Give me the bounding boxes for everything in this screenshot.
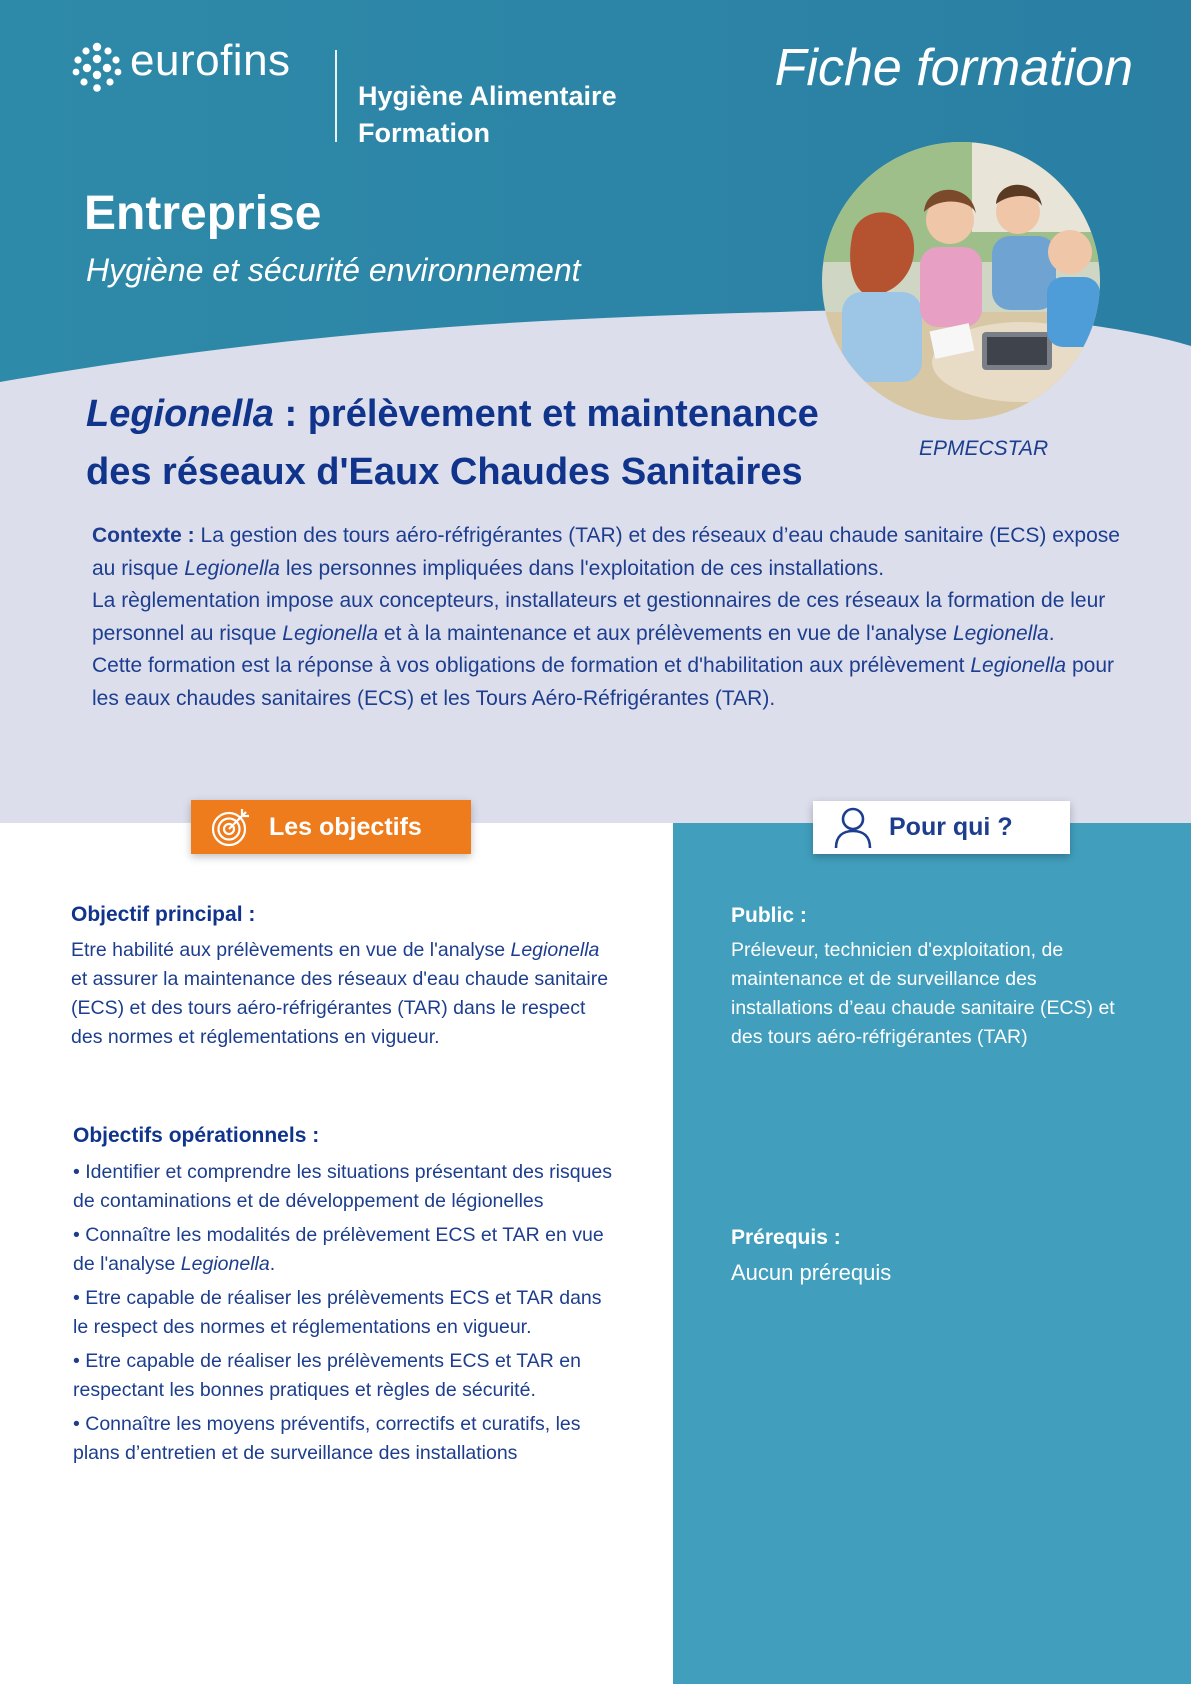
category-title: Entreprise bbox=[84, 187, 322, 240]
prerequisites-text: Aucun prérequis bbox=[731, 1260, 892, 1285]
target-icon bbox=[209, 805, 253, 849]
prerequisites-heading: Prérequis : bbox=[731, 1226, 841, 1249]
context-text: Cette formation est la réponse à vos obligations de formation et d'habilitation aux prélèvement bbox=[92, 654, 971, 677]
context-text: et à la maintenance et aux prélèvements en vue de l'analyse bbox=[378, 621, 953, 645]
header-divider bbox=[335, 50, 337, 142]
context-italic: Legionella bbox=[970, 654, 1067, 677]
team-photo bbox=[822, 142, 1100, 420]
list-item-part: . bbox=[269, 1253, 276, 1275]
course-title-italic: Legionella bbox=[86, 393, 274, 435]
context-italic: Legionella bbox=[282, 621, 379, 645]
context-paragraph-3 bbox=[92, 650, 1132, 715]
context-text: . bbox=[1048, 621, 1055, 645]
audience-label: Pour qui ? bbox=[889, 813, 1013, 841]
list-item-italic: Legionella bbox=[180, 1253, 270, 1275]
context-paragraph-1 bbox=[92, 520, 1132, 585]
context-paragraph-2 bbox=[92, 585, 1132, 650]
main-objective-text bbox=[71, 936, 616, 1052]
list-item: • Identifier et comprendre les situations présentant des risques de contaminations et de développement de légionelles bbox=[73, 1161, 613, 1212]
public-heading: Public : bbox=[731, 904, 807, 927]
course-code: EPMECSTAR bbox=[919, 437, 1049, 460]
category-subtitle: Hygiène et sécurité environnement bbox=[86, 252, 581, 288]
audience-section-label bbox=[813, 801, 1070, 854]
context-block bbox=[92, 520, 1132, 715]
person-icon bbox=[833, 806, 873, 850]
operational-objectives-heading: Objectifs opérationnels : bbox=[73, 1124, 320, 1147]
list-item: • Etre capable de réaliser les prélèvements ECS et TAR en respectant les bonnes pratiques et règles de sécurité. bbox=[73, 1350, 581, 1401]
course-title bbox=[86, 385, 866, 501]
main-objective-heading: Objectif principal : bbox=[71, 903, 256, 926]
eurofins-dots-icon bbox=[72, 42, 122, 92]
list-item: • Etre capable de réaliser les prélèvements ECS et TAR dans le respect des normes et réglementations en vigueur. bbox=[73, 1287, 602, 1338]
list-item bbox=[73, 1221, 618, 1279]
public-text: Préleveur, technicien d'exploitation, de maintenance et de surveillance des installations d’eau chaude sanitaire (ECS) et des tours aéro-réfrigérantes (TAR) bbox=[731, 939, 1115, 1048]
list-item: • Connaître les moyens préventifs, correctifs et curatifs, les plans d’entretien et de surveillance des installations bbox=[73, 1413, 581, 1464]
document-type: Fiche formation bbox=[774, 39, 1133, 97]
subbrand-line2: Formation bbox=[358, 118, 490, 148]
context-label: Contexte : bbox=[92, 524, 195, 547]
context-text: pour les eaux chaudes sanitaires (ECS) et les Tours Aéro-Réfrigérantes (TAR). bbox=[92, 654, 1114, 710]
eurofins-logo bbox=[72, 36, 322, 94]
main-objective-part: et assurer la maintenance des réseaux d'eau chaude sanitaire (ECS) et des tours aéro-réfrigérantes (TAR) dans le respect des normes et réglementations en vigueur. bbox=[71, 968, 609, 1048]
context-text: La règlementation impose aux concepteurs, installateurs et gestionnaires de ces réseaux la formation de leur personnel au risque bbox=[92, 589, 1106, 645]
subbrand-line1: Hygiène Alimentaire bbox=[358, 81, 617, 111]
list-item-part: • Connaître les modalités de prélèvement ECS et TAR en vue de l'analyse bbox=[73, 1224, 604, 1275]
course-title-rest: : prélèvement et maintenance des réseaux d'Eaux Chaudes Sanitaires bbox=[86, 393, 819, 493]
context-text: les personnes impliquées dans l'exploitation de ces installations. bbox=[280, 556, 885, 580]
context-italic: Legionella bbox=[952, 621, 1049, 645]
objectives-label: Les objectifs bbox=[269, 812, 422, 841]
operational-objectives-list bbox=[73, 1158, 618, 1473]
context-text: La gestion des tours aéro-réfrigérantes (TAR) et des réseaux d’eau chaude sanitaire (ECS) expose au risque bbox=[92, 524, 1120, 580]
subbrand bbox=[358, 78, 617, 152]
main-objective-italic: Legionella bbox=[510, 939, 600, 961]
objectives-section-label bbox=[191, 800, 471, 854]
main-objective-part: Etre habilité aux prélèvements en vue de l'analyse bbox=[71, 939, 511, 961]
context-italic: Legionella bbox=[184, 556, 280, 580]
brand-name: eurofins bbox=[130, 36, 291, 85]
